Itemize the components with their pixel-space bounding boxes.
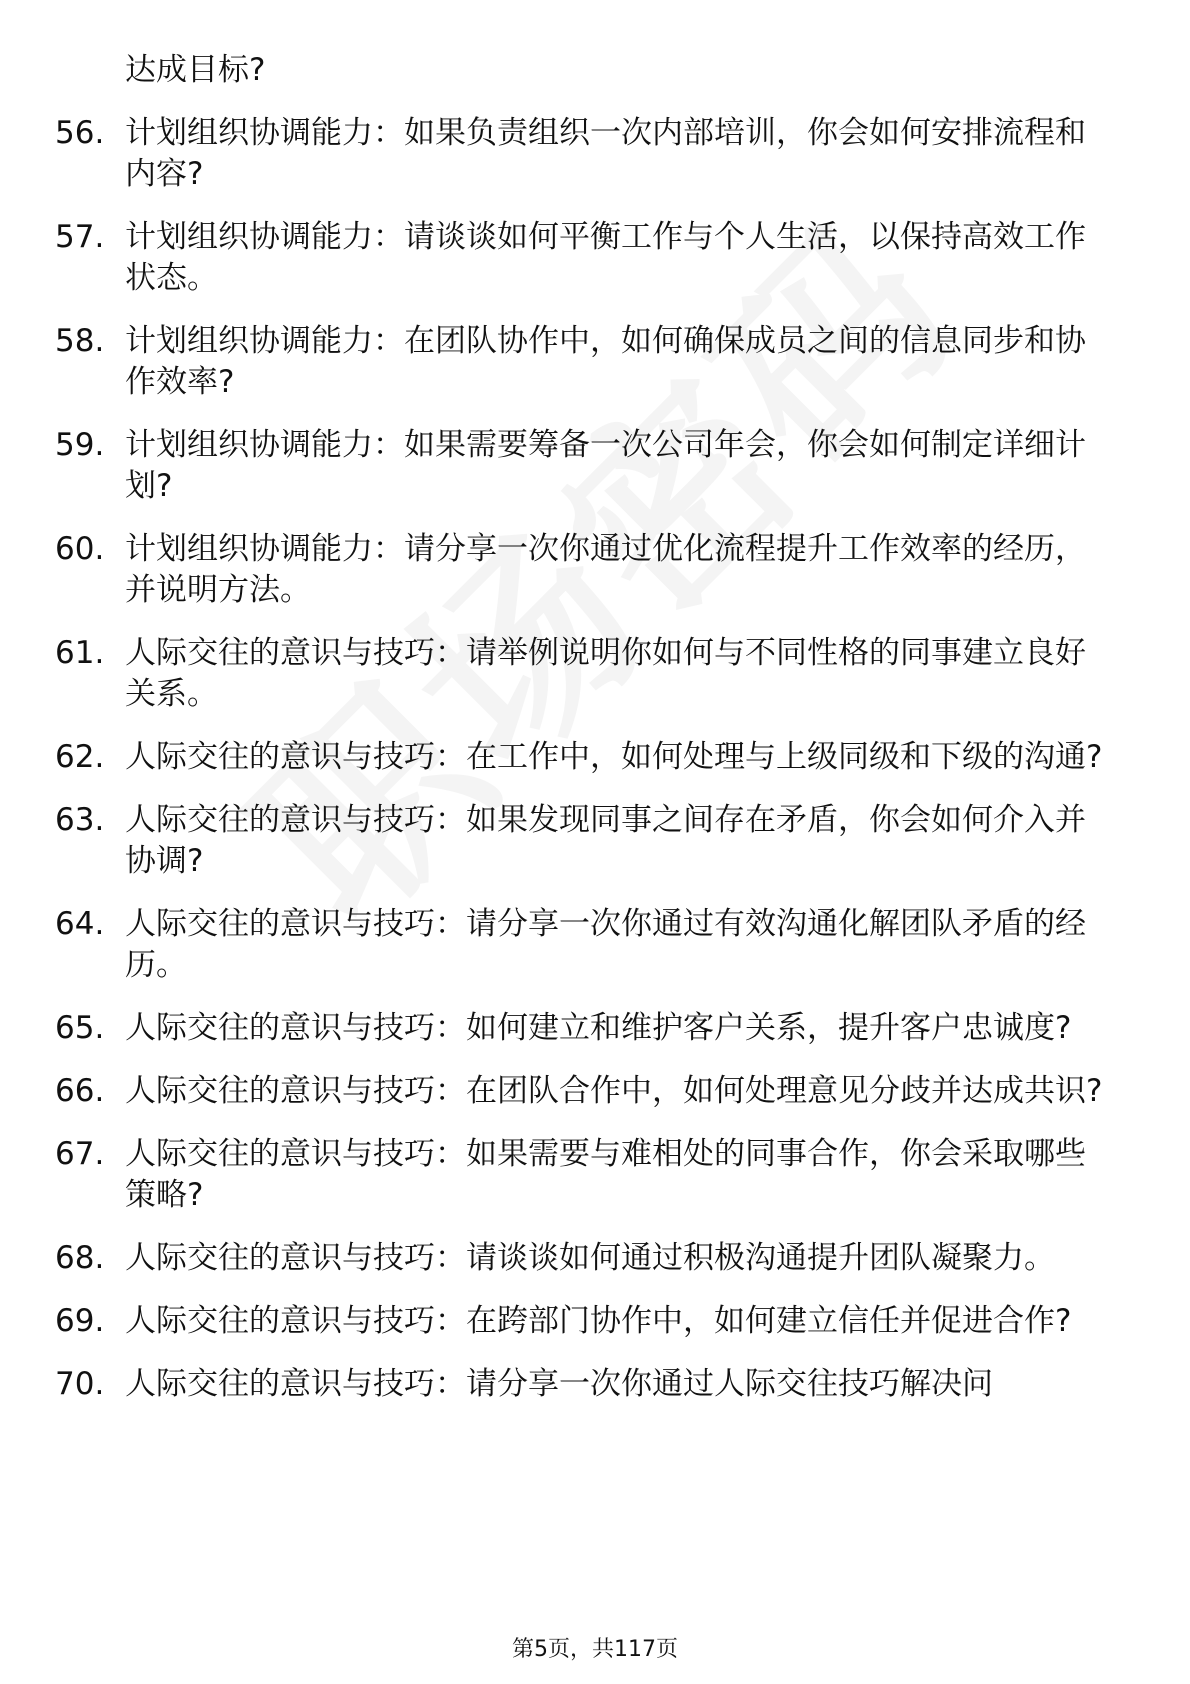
item-number: 67. <box>55 1136 105 1172</box>
list-item <box>55 800 1115 882</box>
item-number: 65. <box>55 1010 105 1046</box>
item-text: 人际交往的意识与技巧：请分享一次你通过人际交往技巧解决问 <box>125 1366 993 1402</box>
list-item <box>55 321 1115 403</box>
item-text: 人际交往的意识与技巧：在工作中，如何处理与上级同级和下级的沟通? <box>125 739 1103 775</box>
list-item <box>55 1364 1115 1405</box>
list-item <box>55 1301 1115 1342</box>
question-list <box>55 50 1115 1427</box>
item-number: 66. <box>55 1073 105 1109</box>
list-item <box>55 737 1115 778</box>
list-item <box>55 529 1115 611</box>
list-item <box>55 633 1115 715</box>
item-text: 人际交往的意识与技巧：如何建立和维护客户关系，提升客户忠诚度? <box>125 1010 1072 1046</box>
item-number: 64. <box>55 906 105 942</box>
item-text: 人际交往的意识与技巧：在跨部门协作中，如何建立信任并促进合作? <box>125 1303 1072 1339</box>
item-text: 人际交往的意识与技巧：请谈谈如何通过积极沟通提升团队凝聚力。 <box>125 1240 1055 1276</box>
item-text: 人际交往的意识与技巧：如果发现同事之间存在矛盾，你会如何介入并协调? <box>125 802 1086 879</box>
continuation-line: 达成目标? <box>125 52 266 88</box>
item-text: 计划组织协调能力：请分享一次你通过优化流程提升工作效率的经历，并说明方法。 <box>125 531 1086 608</box>
list-item <box>55 1238 1115 1279</box>
page-footer: 第5页，共117页 <box>512 1637 678 1662</box>
list-item <box>55 904 1115 986</box>
item-text: 计划组织协调能力：如果负责组织一次内部培训，你会如何安排流程和内容? <box>125 115 1086 192</box>
list-item <box>55 217 1115 299</box>
list-item <box>55 1008 1115 1049</box>
item-text: 人际交往的意识与技巧：请分享一次你通过有效沟通化解团队矛盾的经历。 <box>125 906 1086 983</box>
item-text: 人际交往的意识与技巧：请举例说明你如何与不同性格的同事建立良好关系。 <box>125 635 1086 712</box>
item-text: 计划组织协调能力：如果需要筹备一次公司年会，你会如何制定详细计划? <box>125 427 1086 504</box>
item-text: 人际交往的意识与技巧：如果需要与难相处的同事合作，你会采取哪些策略? <box>125 1136 1086 1213</box>
item-number: 61. <box>55 635 105 671</box>
item-text: 计划组织协调能力：请谈谈如何平衡工作与个人生活，以保持高效工作状态。 <box>125 219 1086 296</box>
item-number: 70. <box>55 1366 105 1402</box>
list-item <box>55 1071 1115 1112</box>
item-number: 58. <box>55 323 105 359</box>
item-number: 68. <box>55 1240 105 1276</box>
list-item <box>55 425 1115 507</box>
item-number: 56. <box>55 115 105 151</box>
item-number: 59. <box>55 427 105 463</box>
item-number: 62. <box>55 739 105 775</box>
list-item <box>55 1134 1115 1216</box>
item-number: 63. <box>55 802 105 838</box>
item-number: 60. <box>55 531 105 567</box>
item-text: 计划组织协调能力：在团队协作中，如何确保成员之间的信息同步和协作效率? <box>125 323 1086 400</box>
item-text: 人际交往的意识与技巧：在团队合作中，如何处理意见分歧并达成共识? <box>125 1073 1103 1109</box>
item-number: 57. <box>55 219 105 255</box>
item-number: 69. <box>55 1303 105 1339</box>
list-item <box>55 113 1115 195</box>
